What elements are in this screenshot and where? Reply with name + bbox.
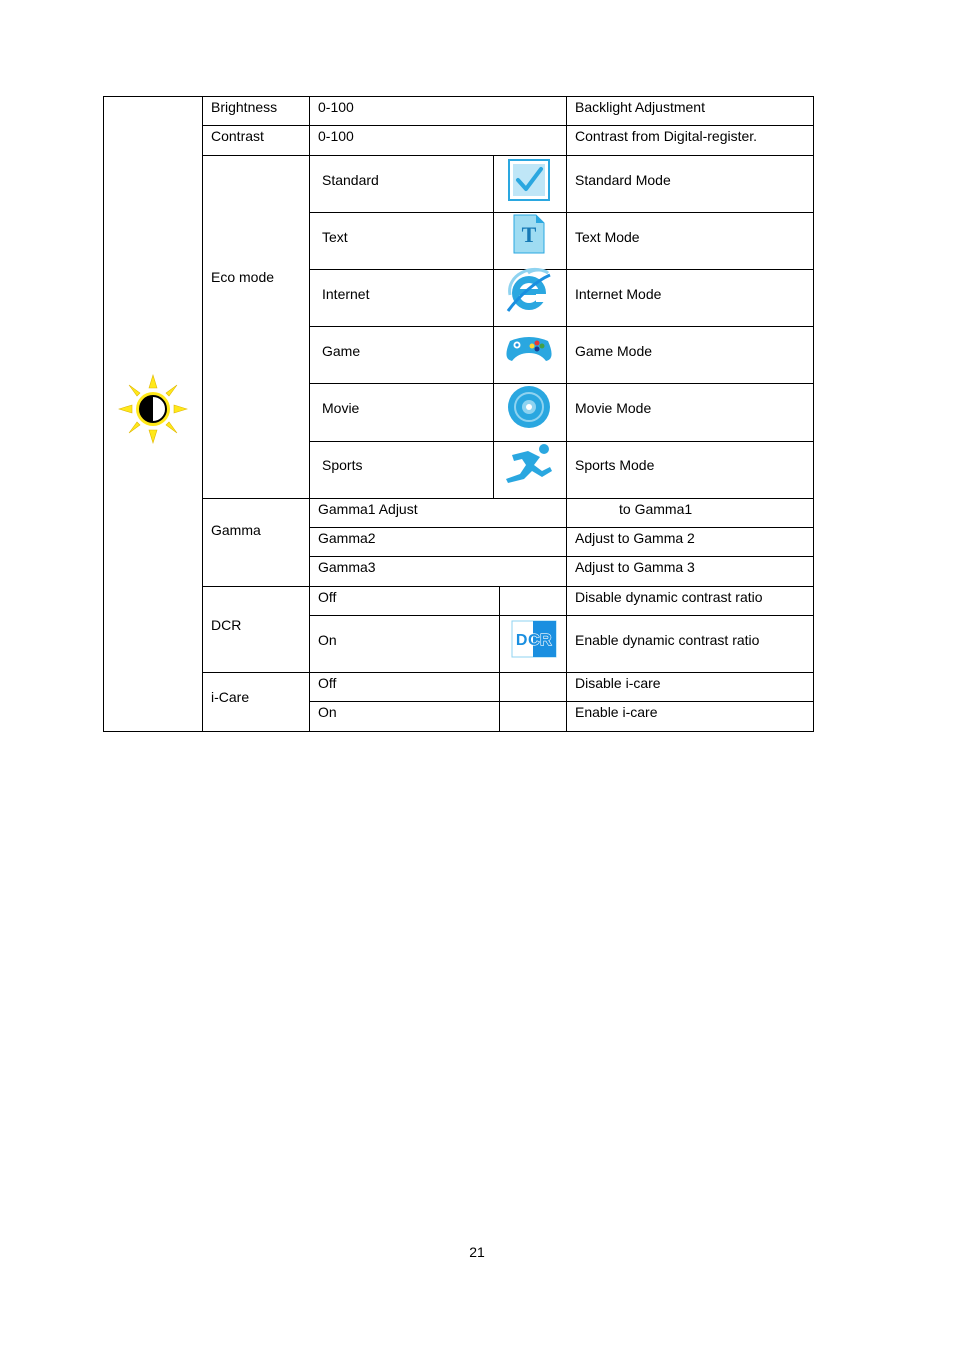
contrast-range: 0-100 xyxy=(318,128,354,144)
eco-internet-description: Internet Mode xyxy=(575,286,662,302)
icare-option-on: On xyxy=(318,704,337,720)
svg-text:DCR: DCR xyxy=(515,632,553,649)
disc-icon xyxy=(507,385,551,429)
row-line xyxy=(202,672,814,673)
table-border-right xyxy=(813,96,814,732)
contrast-description: Contrast from Digital-register. xyxy=(575,128,758,144)
gamma-2-description: Adjust to Gamma 2 xyxy=(575,530,695,546)
col-divider-1 xyxy=(202,96,203,732)
brightness-label: Brightness xyxy=(211,99,278,115)
icare-on-description: Enable i-care xyxy=(575,704,658,720)
row-line xyxy=(202,586,814,587)
eco-option-sports: Sports xyxy=(322,457,363,473)
eco-option-internet: Internet xyxy=(322,286,370,302)
row-line xyxy=(309,556,814,557)
gamma-option-2: Gamma2 xyxy=(318,530,376,546)
table-border-bottom xyxy=(103,731,814,732)
brightness-description: Backlight Adjustment xyxy=(575,99,705,115)
gamma-label: Gamma xyxy=(211,522,261,538)
dcr-icon-divider xyxy=(499,586,500,732)
internet-explorer-icon xyxy=(506,267,552,315)
dcr-label: DCR xyxy=(211,617,242,633)
eco-sports-description: Sports Mode xyxy=(575,457,655,473)
dcr-option-off: Off xyxy=(318,589,337,605)
gamma-option-1: Gamma1 Adjust xyxy=(318,501,418,517)
table-border-top xyxy=(103,96,814,97)
row-line xyxy=(309,269,814,270)
dcr-off-description: Disable dynamic contrast ratio xyxy=(575,589,763,605)
eco-option-movie: Movie xyxy=(322,400,360,416)
dcr-on-description: Enable dynamic contrast ratio xyxy=(575,632,760,648)
brightness-range: 0-100 xyxy=(318,99,354,115)
gamma-3-description: Adjust to Gamma 3 xyxy=(575,559,695,575)
runner-icon xyxy=(504,443,554,485)
icare-label: i-Care xyxy=(211,689,250,705)
eco-option-standard: Standard xyxy=(322,172,379,188)
gamma-1-description: to Gamma1 xyxy=(619,501,693,517)
row-line xyxy=(202,498,814,499)
row-line xyxy=(309,615,814,616)
row-line xyxy=(309,326,814,327)
text-document-icon xyxy=(513,214,545,254)
eco-standard-description: Standard Mode xyxy=(575,172,671,188)
eco-mode-label: Eco mode xyxy=(211,269,275,285)
col-divider-3 xyxy=(566,96,567,732)
table-border-left xyxy=(103,96,104,732)
gamepad-icon xyxy=(504,331,554,365)
contrast-label: Contrast xyxy=(211,128,264,144)
gamma-option-3: Gamma3 xyxy=(318,559,376,575)
dcr-option-on: On xyxy=(318,632,337,648)
icare-off-description: Disable i-care xyxy=(575,675,661,691)
row-line xyxy=(202,125,814,126)
eco-movie-description: Movie Mode xyxy=(575,400,652,416)
dcr-icon xyxy=(511,620,557,658)
svg-text:T: T xyxy=(521,222,537,247)
col-divider-2 xyxy=(309,96,310,732)
page-number: 21 xyxy=(469,1244,485,1260)
standard-check-icon xyxy=(508,159,550,201)
row-line xyxy=(309,701,814,702)
row-line xyxy=(309,527,814,528)
row-line xyxy=(309,441,814,442)
icare-option-off: Off xyxy=(318,675,337,691)
eco-option-text: Text xyxy=(322,229,348,245)
row-line xyxy=(202,155,814,156)
row-line xyxy=(309,212,814,213)
eco-text-description: Text Mode xyxy=(575,229,640,245)
eco-game-description: Game Mode xyxy=(575,343,653,359)
luminance-sun-icon xyxy=(118,374,188,444)
osd-settings-table xyxy=(103,96,814,732)
row-line xyxy=(309,383,814,384)
eco-option-game: Game xyxy=(322,343,361,359)
